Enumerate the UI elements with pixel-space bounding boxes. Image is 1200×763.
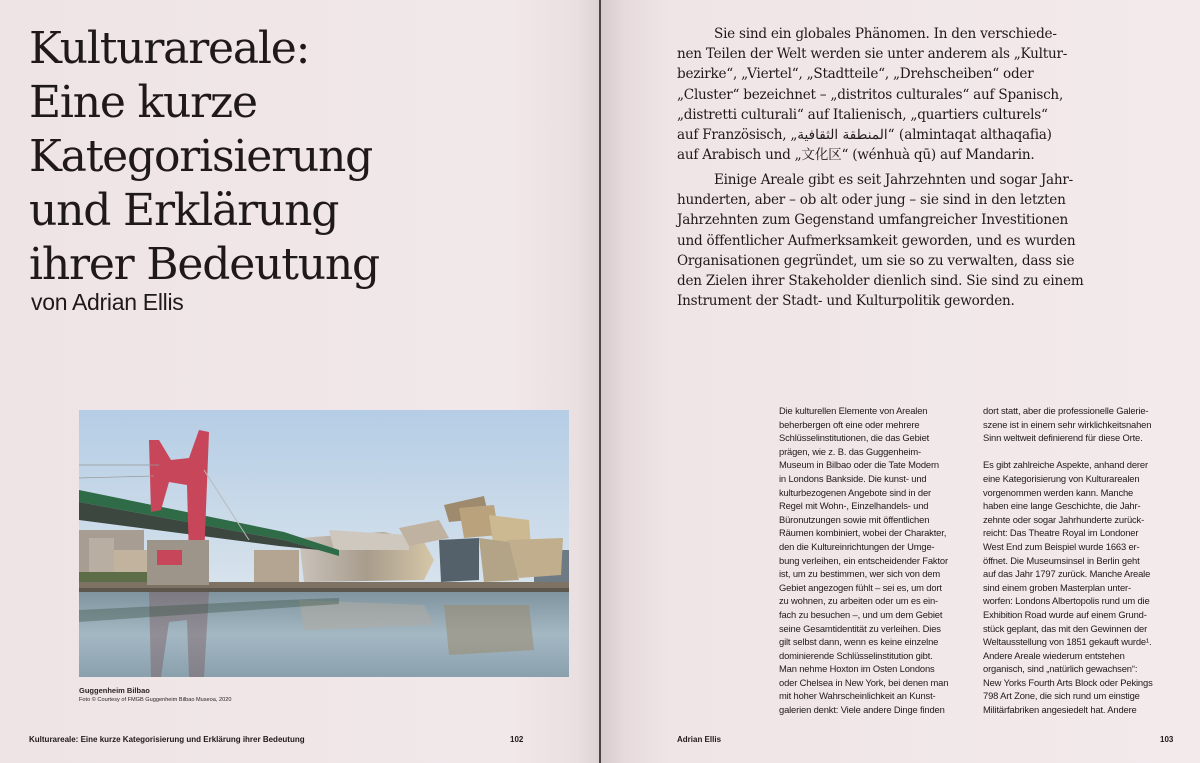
running-title-left: Kulturareale: Eine kurze Kategorisierung und Erklärung ihrer Bedeutung: [29, 735, 305, 744]
text-line: reicht: Das Theatre Royal im Londoner: [983, 527, 1139, 539]
text-line: mit hoher Wahrscheinlichkeit an Kunst-: [779, 690, 936, 702]
text-line: den Zielen ihrer Stakeholder dienlich sind. Sie sind zu einem: [677, 273, 1084, 290]
lead-paragraph-2: [677, 170, 1097, 311]
text-line: New Yorks Fourth Arts Block oder Pekings: [983, 676, 1153, 688]
text-line: „Cluster“ bezeichnet – „distritos culturales“ auf Spanisch,: [677, 86, 1064, 103]
author-byline: von Adrian Ellis: [31, 289, 184, 315]
text-line: Organisationen gegründet, um sie so zu verwalten, dass sie: [677, 252, 1075, 269]
text-line: vorgenommen werden kann. Manche: [983, 486, 1134, 498]
text-line: fach zu besuchen –, und um dem Gebiet: [779, 608, 943, 620]
text-line: hunderten, aber – ob alt oder jung – sie sind in den letzten: [677, 192, 1066, 209]
text-line: Museum in Bilbao oder die Tate Modern: [779, 459, 939, 471]
photo-caption-title: Guggenheim Bilbao: [79, 686, 150, 695]
text-line: öffnet. Die Museumsinsel in Berlin geht: [983, 554, 1140, 566]
guggenheim-bilbao-photo: [79, 410, 569, 677]
running-title-right: Adrian Ellis: [677, 735, 722, 744]
text-line: Schlüsselinstitutionen, die das Gebiet: [779, 432, 930, 444]
title-line: Eine kurze: [29, 77, 257, 128]
text-line: ist, um zu bestimmen, wer sich von dem: [779, 568, 941, 580]
body-column-2: [983, 404, 1183, 717]
text-line: worfen: Londons Albertopolis rund um die: [983, 595, 1150, 607]
text-line: Gebiet angezogen fühlt – sei es, um dort: [779, 581, 942, 593]
text-line: Andere Areale wiederum entstehen: [983, 649, 1125, 661]
text-line: stück geplant, das mit den Gewinnen der: [983, 622, 1148, 634]
text-line: nen Teilen der Welt werden sie unter anderem als „Kultur-: [677, 46, 1068, 63]
paragraph-gap: [983, 445, 1183, 459]
text-line: eine Kategorisierung von Kulturarealen: [983, 472, 1140, 484]
text-line: Sinn weltweit definierend für diese Orte.: [983, 432, 1143, 444]
text-line: oder Chelsea in New York, bei denen man: [779, 676, 949, 688]
text-line: galerien denkt: Viele andere Dinge finden: [779, 704, 945, 716]
lead-paragraph-1: [677, 24, 1097, 165]
text-line: Die kulturellen Elemente von Arealen: [779, 405, 928, 416]
body-column-1: [779, 404, 979, 717]
text-line: Weltausstellung von 1851 gekauft wurde¹.: [983, 636, 1152, 648]
text-line: Exhibition Road wurde auf einem Grund-: [983, 608, 1147, 620]
text-line: Einige Areale gibt es seit Jahrzehnten und sogar Jahr-: [714, 172, 1073, 188]
text-line: szene ist in einem sehr wirklichkeitsnahen: [983, 418, 1152, 430]
text-line: zu wohnen, zu arbeiten oder um es ein-: [779, 595, 938, 607]
page-number-right: 103: [1160, 735, 1174, 744]
text-line: Regel mit Wohn-, Einzelhandels- und: [779, 500, 929, 512]
text-line: Sie sind ein globales Phänomen. In den verschiede-: [714, 26, 1057, 42]
text-line: und öffentlicher Aufmerksamkeit geworden, und es wurden: [677, 232, 1076, 249]
title-line: Kategorisierung: [29, 131, 373, 182]
text-line: den die Kultureinrichtungen der Umge-: [779, 540, 935, 552]
text-line: kulturbezogenen Angebote sind in der: [779, 486, 932, 498]
text-line: auf Arabisch und „文化区“ (wénhuà qū) auf Mandarin.: [677, 147, 1035, 164]
text-line: Militärfabriken angesiedelt hat. Andere: [983, 704, 1137, 716]
text-line: bung verleihen, ein entscheidender Faktor: [779, 554, 948, 566]
text-line: West End zum Beispiel wurde 1663 er-: [983, 540, 1140, 552]
text-line: seine Gesamtidentität zu verleihen. Dies: [779, 622, 941, 634]
text-line: Büronutzungen sowie mit öffentlichen: [779, 513, 930, 525]
photo-caption-credit: Foto © Courtesy of FMGB Guggenheim Bilbao Museoa, 2020: [79, 697, 232, 703]
text-line: Instrument der Stadt- und Kulturpolitik geworden.: [677, 293, 1015, 310]
text-line: haben eine lange Geschichte, die Jahr-: [983, 500, 1141, 512]
title-line: Kulturareale:: [29, 23, 310, 74]
text-line: gilt selbst dann, wenn es keine einzelne: [779, 636, 939, 648]
text-line: bezirke“, „Viertel“, „Stadtteile“, „Drehscheiben“ oder: [677, 66, 1034, 83]
book-spine: [599, 0, 601, 763]
title-line: ihrer Bedeutung: [29, 239, 379, 290]
title-line: und Erklärung: [29, 185, 339, 236]
text-line: sind einem groben Masterplan unter-: [983, 581, 1131, 593]
text-line: Man nehme Hoxton im Osten Londons: [779, 663, 935, 675]
text-line: Es gibt zahlreiche Aspekte, anhand derer: [983, 459, 1148, 471]
text-line: dort statt, aber die professionelle Galerie-: [983, 405, 1149, 416]
text-line: „distretti culturali“ auf Italienisch, „quartiers culturels“: [677, 106, 1048, 123]
text-line: auf Französisch, „المنطقة الثقافية“ (almintaqat althaqafia): [677, 127, 1052, 144]
text-line: dominierende Schlüsselinstitution gibt.: [779, 649, 933, 661]
text-line: Jahrzehnten zum Gegenstand umfangreicher Investitionen: [677, 212, 1069, 229]
page-number-left: 102: [510, 735, 524, 744]
article-title: [29, 22, 449, 292]
text-line: in Londons Bankside. Die kunst- und: [779, 472, 927, 484]
text-line: organisch, sind „natürlich gewachsen“:: [983, 663, 1138, 675]
text-line: beherbergen oft eine oder mehrere: [779, 418, 920, 430]
text-line: auf das Jahr 1797 zurück. Manche Areale: [983, 568, 1151, 580]
text-line: Räumen kombiniert, wobei der Charakter,: [779, 527, 947, 539]
text-line: 798 Art Zone, die sich rund um einstige: [983, 690, 1140, 702]
text-line: zehnte oder sogar Jahrhunderte zurück-: [983, 513, 1145, 525]
text-line: prägen, wie z. B. das Guggenheim-: [779, 445, 922, 457]
